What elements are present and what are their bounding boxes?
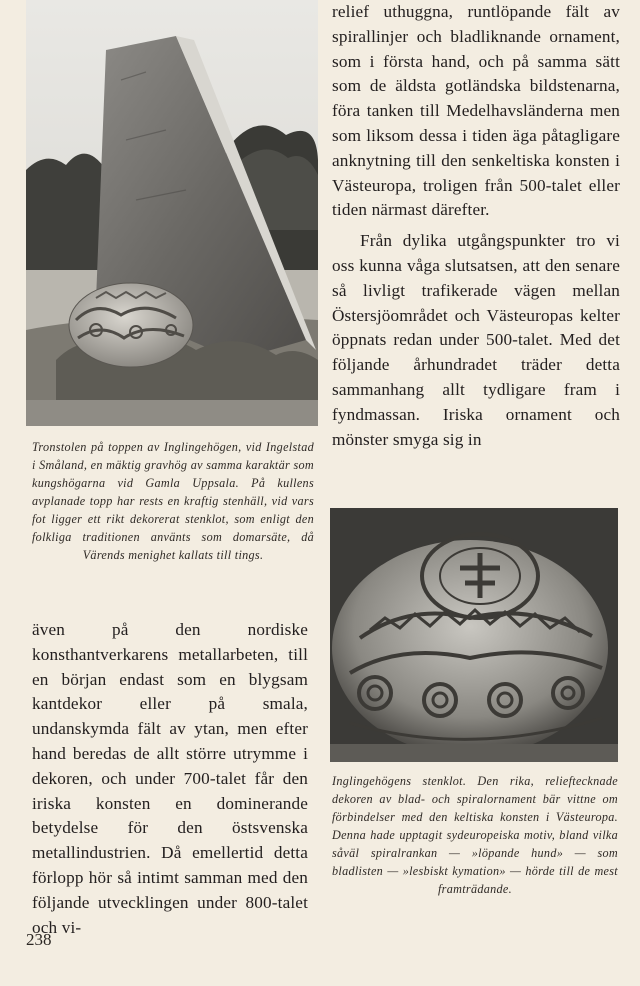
stone-ball-illustration bbox=[330, 508, 618, 762]
figure-caption-right: Inglingehögens stenklot. Den rika, relieftecknade dekoren av blad- och spiralornament bär vittne om förbindelser med den keltiska konsten i Västeuropa. Denna hade upptagit sydeuropeiska motiv, bland vilka såväl spiralrankan — »löpande hund» — som bladlisten — »lesbiskt kymation» — hörde till de mest framträdande. bbox=[332, 774, 618, 896]
photo-standing-stone bbox=[26, 0, 318, 426]
figure-caption-left: Tronstolen på toppen av Inglingehögen, vid Ingelstad i Småland, en mäktig gravhög av samma karaktär som kungshögarna vid Gamla Uppsala. På kullens avplanade topp har rests en kraftig stenhäll, vid vars fot ligger ett rikt dekorerat stenklot, som enligt den folkliga traditionen använts som domarsäte, då Värends menighet kallats till tings. bbox=[32, 440, 314, 562]
right-column-text bbox=[332, 0, 620, 452]
paragraph: relief uthuggna, runtlöpande fält av spirallinjer och bladliknande ornament, som i första hand, och på samma sätt som de äldsta gotländska bildstenarna, föra tanken till Medelhavsländerna men som liksom dessa i tiden äga påtagligare anknytning till den senkeltiska konsten i Västeuropa, troligen från 500-talet eller tiden närmast därefter. bbox=[332, 2, 620, 220]
page-number: 238 bbox=[26, 930, 52, 949]
paragraph: även på den nordiske konsthantverkarens metallarbeten, till en början endast som en blygsam kantdekor eller på smala, undanskymda fält av ytan, men efter hand beredas de allt större utrymme i dekoren, och under 700-talet får den iriska konsten en dominerande betydelse för den östsvenska metallindustrien. Då emellertid detta förlopp hör så intimt samman med den följande utvecklingen under 800-talet och vi- bbox=[32, 620, 308, 937]
paragraph: Från dylika utgångspunkter tro vi oss kunna våga slutsatsen, att den senare så livligt trafikerade vägen mellan Östersjöområdet och Västeuropas kelter öppnats redan under 500-talet. Med det följande århundradet träder detta sammanhang allt tydligare fram i fyndmassan. Iriska ornament och mönster smyga sig in bbox=[332, 231, 620, 449]
left-column-text bbox=[32, 618, 308, 940]
standing-stone-illustration bbox=[26, 0, 318, 426]
photo-stone-ball bbox=[330, 508, 618, 762]
